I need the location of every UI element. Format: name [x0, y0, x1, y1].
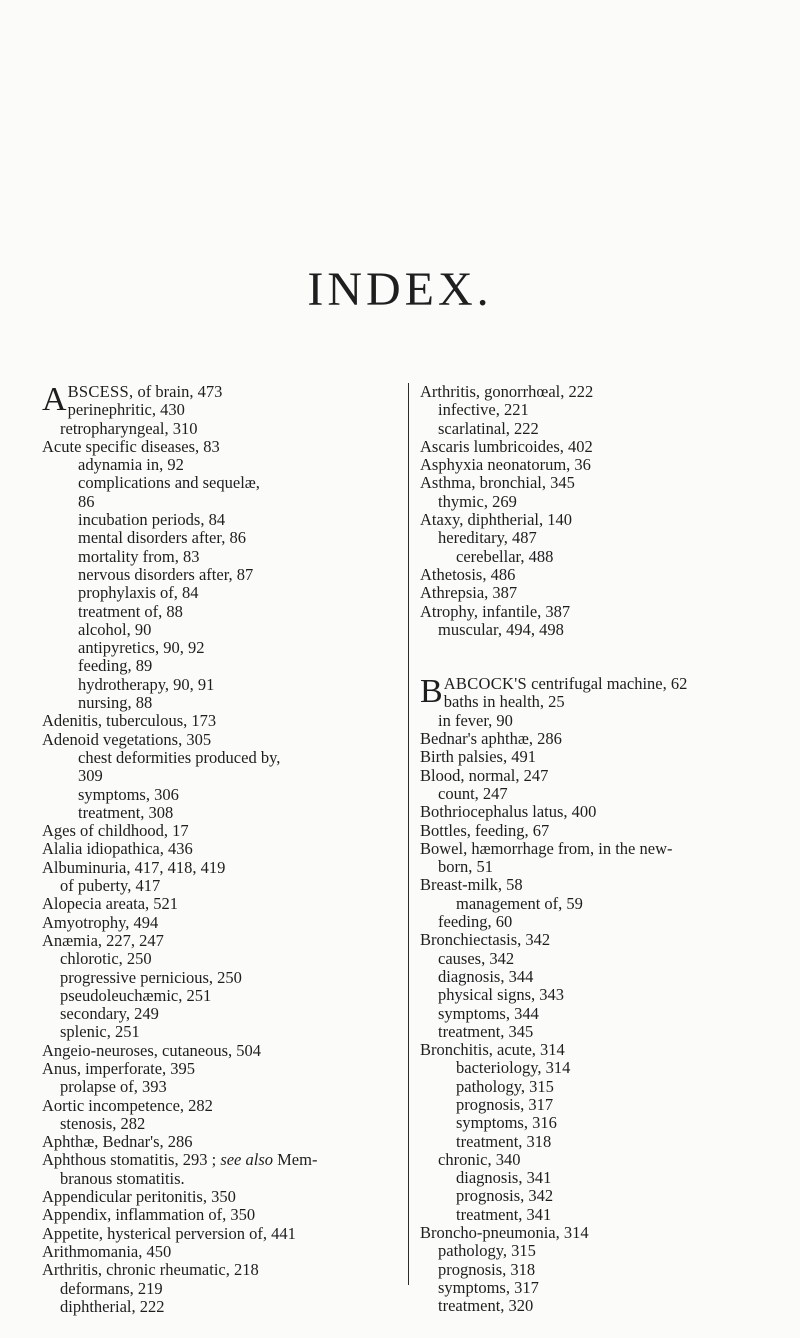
entry-text: Aphthæ, Bednar's, 286: [42, 1132, 193, 1152]
entry-text: prognosis, 342: [456, 1186, 554, 1206]
entry-text: treatment, 345: [438, 1021, 534, 1041]
entry-text: nervous disorders after, 87: [78, 564, 254, 584]
entry-text: chlorotic, 250: [60, 949, 152, 969]
entry-text: Appetite, hysterical perversion of, 441: [42, 1223, 296, 1243]
index-subentry: [42, 584, 412, 602]
entry-text: treatment of, 88: [78, 601, 183, 621]
index-subentry: [420, 693, 795, 711]
entry-text: pseudoleuchæmic, 251: [60, 985, 212, 1005]
index-subentry: [420, 621, 795, 639]
index-entry: [420, 603, 795, 621]
entry-text: Albuminuria, 417, 418, 419: [42, 857, 226, 877]
index-entry: [420, 748, 795, 766]
entry-text: Ages of childhood, 17: [42, 821, 189, 841]
entry-text: of puberty, 417: [60, 876, 161, 896]
index-entry: [42, 1206, 412, 1224]
entry-text: hydrotherapy, 90, 91: [78, 674, 215, 694]
index-entry: [42, 1097, 412, 1115]
entry-text: 309: [78, 766, 103, 786]
index-subentry: [420, 420, 795, 438]
entry-text: management of, 59: [456, 893, 583, 913]
index-entry: [42, 822, 412, 840]
index-entry: [420, 456, 795, 474]
entry-text: centrifugal machine, 62: [527, 674, 688, 694]
entry-text: feeding, 89: [78, 656, 153, 676]
entry-text: nursing, 88: [78, 693, 153, 713]
index-entry: [42, 895, 412, 913]
entry-text: treatment, 320: [438, 1296, 534, 1316]
entry-text: Ataxy, diphtherial, 140: [420, 510, 572, 530]
index-subentry: [420, 1078, 795, 1096]
index-entry: [42, 1042, 412, 1060]
entry-text: prognosis, 317: [456, 1094, 554, 1114]
index-entry: [42, 1060, 412, 1078]
entry-text: Atrophy, infantile, 387: [420, 601, 571, 621]
entry-text: Appendix, inflammation of, 350: [42, 1205, 256, 1225]
index-subentry: [42, 1298, 412, 1316]
entry-text: chronic, 340: [438, 1149, 521, 1169]
index-subentry: [42, 566, 412, 584]
index-subentry: [420, 712, 795, 730]
index-subentry: [420, 548, 795, 566]
index-entry: [420, 584, 795, 602]
entry-text: Athrepsia, 387: [420, 583, 518, 603]
index-subentry: [420, 529, 795, 547]
entry-text: infective, 221: [438, 400, 529, 420]
index-subentry: [42, 1170, 412, 1188]
entry-text: Ascaris lumbricoides, 402: [420, 436, 593, 456]
column-divider: [408, 383, 409, 1285]
index-subentry: [42, 1280, 412, 1298]
index-subentry: [420, 1133, 795, 1151]
entry-text: Bothriocephalus latus, 400: [420, 802, 597, 822]
entry-text: diagnosis, 341: [456, 1168, 552, 1188]
index-entry: [420, 566, 795, 584]
index-subentry: [420, 1206, 795, 1224]
entry-text: adynamia in, 92: [78, 455, 184, 475]
index-entry: [420, 931, 795, 949]
entry-text: treatment, 318: [456, 1131, 552, 1151]
index-subentry: [42, 511, 412, 529]
index-subentry: [420, 1059, 795, 1077]
index-subentry: [420, 950, 795, 968]
entry-text: pathology, 315: [456, 1076, 554, 1096]
index-subentry: [420, 858, 795, 876]
index-subentry: [42, 456, 412, 474]
entry-text: symptoms, 316: [456, 1113, 557, 1133]
entry-text: Aortic incompetence, 282: [42, 1095, 213, 1115]
index-subentry: [420, 1151, 795, 1169]
index-subentry: [42, 749, 412, 767]
index-subentry: [420, 493, 795, 511]
index-subentry: [420, 785, 795, 803]
index-entry: [420, 383, 795, 401]
index-subentry: [42, 676, 412, 694]
index-subentry: [42, 767, 412, 785]
index-entry: [42, 932, 412, 950]
index-entry: [42, 859, 412, 877]
index-subentry: [420, 1114, 795, 1132]
index-subentry: [42, 1023, 412, 1041]
entry-text: Anus, imperforate, 395: [42, 1058, 196, 1078]
index-subentry: [42, 786, 412, 804]
index-entry: [42, 1151, 412, 1169]
entry-text: Adenoid vegetations, 305: [42, 729, 212, 749]
entry-text: Bottles, feeding, 67: [420, 820, 550, 840]
entry-text: cerebellar, 488: [456, 546, 554, 566]
section-gap: [420, 639, 795, 675]
index-entry: [420, 803, 795, 821]
index-subentry: [420, 1279, 795, 1297]
entry-text: Appendicular peritonitis, 350: [42, 1187, 236, 1207]
index-subentry: [42, 548, 412, 566]
index-entry: [42, 840, 412, 858]
drop-cap-letter: B: [420, 673, 443, 711]
entry-text: prophylaxis of, 84: [78, 583, 199, 603]
entry-text: Anæmia, 227, 247: [42, 930, 164, 950]
entry-text: of brain, 473: [133, 382, 223, 401]
entry-text: Broncho-pneumonia, 314: [420, 1223, 589, 1243]
entry-text: baths in health, 25: [443, 692, 565, 712]
entry-text: progressive pernicious, 250: [60, 967, 242, 987]
index-entry: [420, 840, 795, 858]
entry-text: symptoms, 306: [78, 784, 179, 804]
index-entry: [420, 730, 795, 748]
entry-text: Alopecia areata, 521: [42, 894, 179, 914]
index-subentry: [420, 1297, 795, 1315]
entry-text: symptoms, 317: [438, 1277, 539, 1297]
index-subentry: [42, 639, 412, 657]
entry-text: Bednar's aphthæ, 286: [420, 729, 562, 749]
index-subentry: [420, 1005, 795, 1023]
index-entry: [420, 876, 795, 894]
entry-text: Alalia idiopathica, 436: [42, 839, 193, 859]
entry-text: deformans, 219: [60, 1278, 163, 1298]
index-subentry: [42, 493, 412, 511]
index-subentry: [42, 1078, 412, 1096]
entry-text: Athetosis, 486: [420, 564, 516, 584]
index-entry: [420, 474, 795, 492]
entry-text: thymic, 269: [438, 491, 517, 511]
index-entry: [420, 1041, 795, 1059]
entry-text: chest deformities produced by,: [78, 747, 281, 767]
see-also-reference: see also: [220, 1150, 274, 1170]
entry-text: Acute specific diseases, 83: [42, 436, 220, 456]
index-subentry: [42, 401, 412, 419]
index-entry: [42, 914, 412, 932]
entry-text: Bronchitis, acute, 314: [420, 1040, 565, 1060]
index-subentry: [42, 804, 412, 822]
index-subentry: [42, 969, 412, 987]
entry-text: treatment, 341: [456, 1204, 552, 1224]
entry-text: antipyretics, 90, 92: [78, 638, 205, 658]
entry-text: mortality from, 83: [78, 546, 200, 566]
index-subentry: [42, 657, 412, 675]
entry-text: Arithmomania, 450: [42, 1241, 172, 1261]
index-subentry: [420, 1242, 795, 1260]
entry-text: prognosis, 318: [438, 1259, 536, 1279]
entry-text: in fever, 90: [438, 710, 513, 730]
index-entry: [42, 438, 412, 456]
entry-text: Aphthous stomatitis, 293 ;: [42, 1150, 221, 1170]
index-subentry: [420, 1187, 795, 1205]
page-title: INDEX.: [307, 263, 493, 316]
entry-text: treatment, 308: [78, 802, 174, 822]
index-entry: [420, 767, 795, 785]
index-entry: [42, 1243, 412, 1261]
entry-text: diphtherial, 222: [60, 1296, 165, 1316]
entry-text: pathology, 315: [438, 1241, 536, 1261]
index-entry: [420, 438, 795, 456]
entry-text: Amyotrophy, 494: [42, 912, 159, 932]
index-subentry: [42, 603, 412, 621]
entry-text: perinephritic, 430: [67, 400, 185, 420]
index-subentry: [42, 529, 412, 547]
entry-text: feeding, 60: [438, 912, 513, 932]
small-caps-heading: ABCOCK'S: [443, 674, 528, 694]
index-subentry: [42, 420, 412, 438]
index-subentry: [420, 986, 795, 1004]
entry-text: Angeio-neuroses, cutaneous, 504: [42, 1040, 262, 1060]
index-subentry: [420, 1261, 795, 1279]
entry-text: physical signs, 343: [438, 985, 565, 1005]
entry-text: Breast-milk, 58: [420, 875, 523, 895]
index-subentry: [420, 968, 795, 986]
index-subentry: [42, 621, 412, 639]
index-entry: [420, 1224, 795, 1242]
index-entry: [420, 511, 795, 529]
index-entry: [420, 822, 795, 840]
index-subentry: [42, 950, 412, 968]
entry-text: causes, 342: [438, 948, 515, 968]
index-entry: [42, 1225, 412, 1243]
entry-text: incubation periods, 84: [78, 510, 226, 530]
index-column-left: [42, 383, 412, 1316]
drop-cap-letter: A: [42, 381, 67, 418]
entry-text: Arthritis, chronic rheumatic, 218: [42, 1260, 259, 1280]
entry-text: muscular, 494, 498: [438, 619, 564, 639]
index-subentry: [42, 694, 412, 712]
index-subentry: [42, 987, 412, 1005]
entry-text: branous stomatitis.: [60, 1168, 185, 1188]
entry-text: Birth palsies, 491: [420, 747, 536, 767]
entry-text: Bronchiectasis, 342: [420, 930, 551, 950]
entry-text: Asthma, bronchial, 345: [420, 473, 575, 493]
index-entry: [42, 731, 412, 749]
index-subentry: [42, 1005, 412, 1023]
entry-text: Arthritis, gonorrhœal, 222: [420, 382, 594, 401]
entry-text: prolapse of, 393: [60, 1077, 167, 1097]
index-entry: [42, 1261, 412, 1279]
entry-text: retropharyngeal, 310: [60, 418, 198, 438]
small-caps-heading: BSCESS,: [67, 382, 134, 401]
index-subentry: [420, 1169, 795, 1187]
entry-text: Bowel, hæmorrhage from, in the new-: [420, 838, 673, 858]
index-subentry: [420, 895, 795, 913]
entry-text: alcohol, 90: [78, 619, 152, 639]
entry-text: stenosis, 282: [60, 1113, 146, 1133]
entry-text: count, 247: [438, 783, 508, 803]
entry-text: born, 51: [438, 857, 493, 877]
entry-text: Adenitis, tuberculous, 173: [42, 711, 217, 731]
index-subentry: [42, 474, 412, 492]
entry-text: diagnosis, 344: [438, 966, 534, 986]
entry-text-continued: Mem-: [273, 1150, 318, 1170]
index-subentry: [420, 401, 795, 419]
index-entry: [42, 1188, 412, 1206]
index-subentry: [420, 1023, 795, 1041]
entry-text: bacteriology, 314: [456, 1058, 571, 1078]
index-entry: [42, 1133, 412, 1151]
entry-text: hereditary, 487: [438, 528, 537, 548]
index-subentry: [420, 1096, 795, 1114]
index-column-right: [420, 383, 795, 1316]
entry-text: Blood, normal, 247: [420, 765, 549, 785]
index-entry: [42, 712, 412, 730]
entry-text: 86: [78, 491, 95, 511]
index-subentry: [420, 913, 795, 931]
entry-text: mental disorders after, 86: [78, 528, 246, 548]
entry-text: splenic, 251: [60, 1022, 140, 1042]
entry-text: scarlatinal, 222: [438, 418, 539, 438]
index-subentry: [42, 1115, 412, 1133]
entry-text: complications and sequelæ,: [78, 473, 260, 493]
entry-text: Asphyxia neonatorum, 36: [420, 455, 591, 475]
entry-text: secondary, 249: [60, 1004, 159, 1024]
entry-text: symptoms, 344: [438, 1003, 539, 1023]
index-subentry: [42, 877, 412, 895]
